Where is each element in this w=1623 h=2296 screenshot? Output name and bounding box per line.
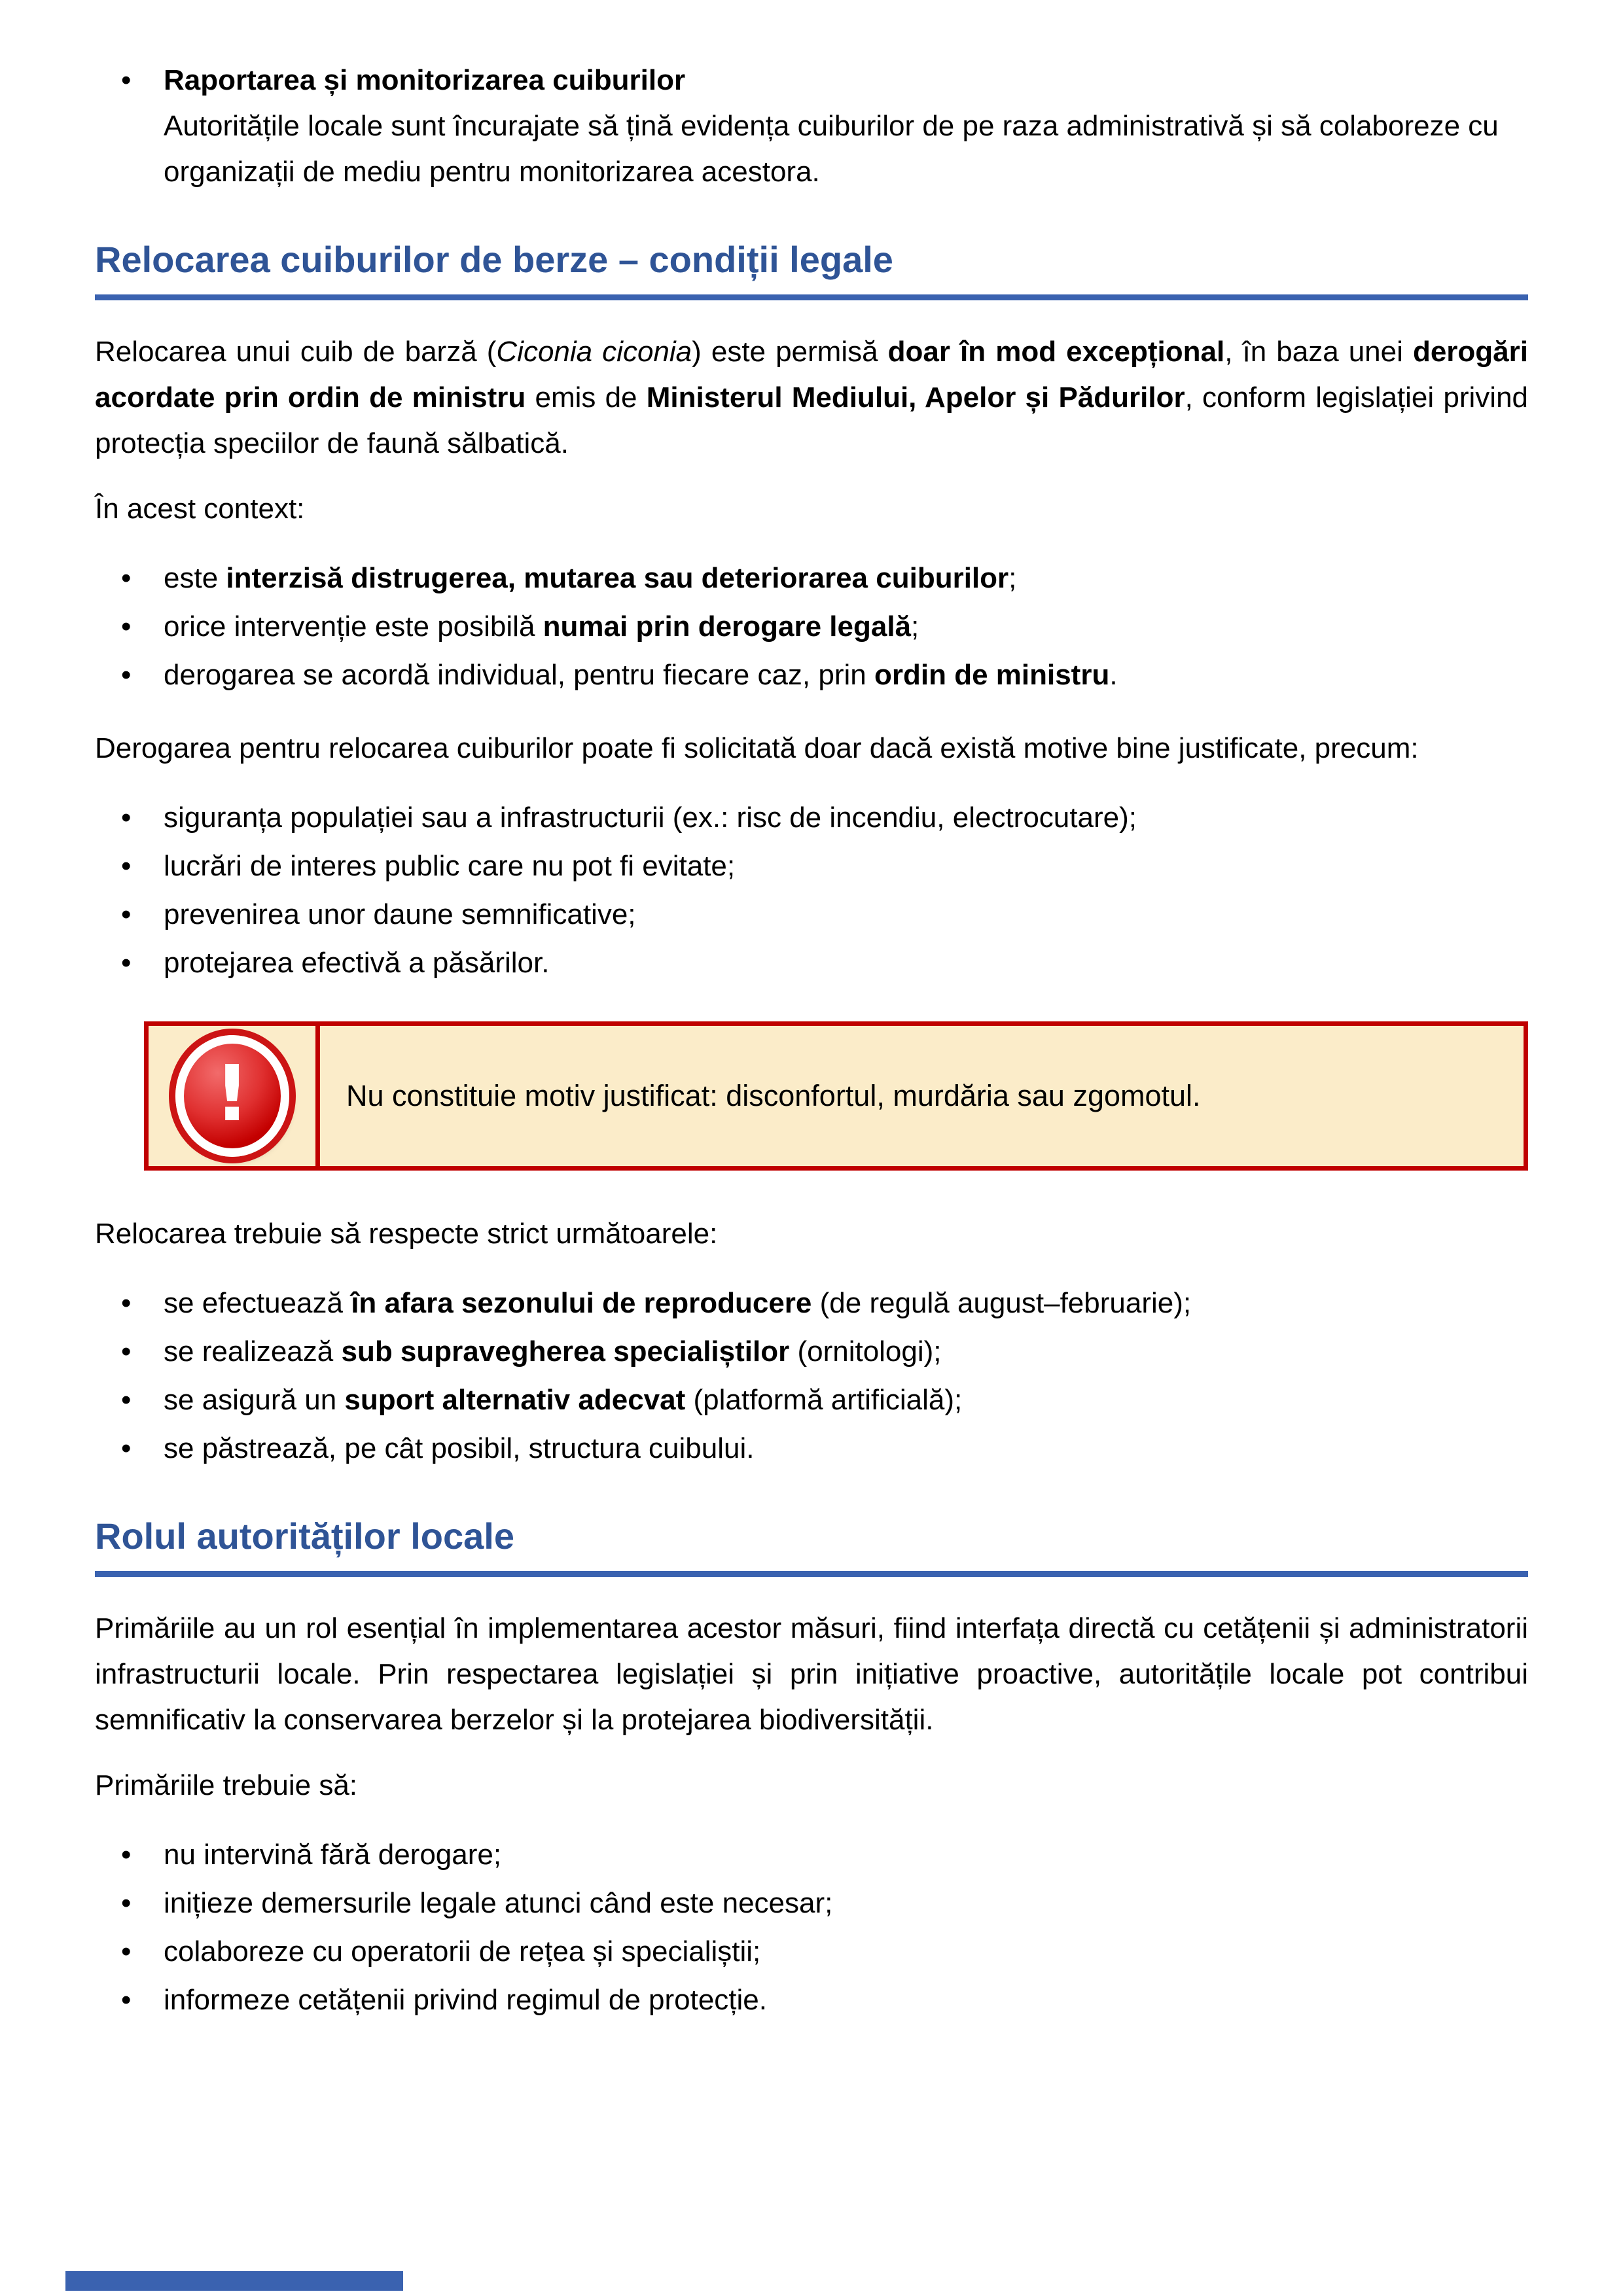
paragraph-context-label: În acest context: [95,493,305,525]
text-run: inițieze demersurile legale atunci când este necesar; [164,1887,833,1919]
list-item [121,1881,1528,1926]
text-run: . [1109,659,1118,691]
text-run: se păstrează, pe cât posibil, structura cuibului. [164,1432,755,1464]
warning-callout [144,1021,1528,1171]
text-run: Relocarea unui cuib de barză ( [95,336,497,368]
text-run: (ornitologi); [789,1335,942,1368]
context-bullet-list [95,556,1528,698]
paragraph-derogation: Derogarea pentru relocarea cuiburilor poate fi solicitată doar dacă există motive bine justificate, precum: [95,732,1419,764]
text-run: se efectuează [164,1287,351,1319]
bold-text: sub supravegherea specialiștilor [341,1335,790,1368]
bold-text: suport alternativ adecvat [344,1384,686,1416]
text-run: , în baza unei [1224,336,1413,368]
text-run: prevenirea unor daune semnificative; [164,898,636,930]
list-item-reporting [121,58,1528,195]
exclamation-glyph: ! [214,1048,250,1139]
section-heading-legal: Relocarea cuiburilor de berze – condiții legale [95,238,1528,300]
relocation-bullet-list [95,1280,1528,1472]
text-run: colaboreze cu operatorii de rețea și specialiștii; [164,1935,761,1968]
list-item [121,940,1528,986]
list-item [121,892,1528,938]
text-run: siguranța populației sau a infrastructurii (ex.: risc de incendiu, electrocutare); [164,802,1137,834]
text-run: informeze cetățenii privind regimul de protecție. [164,1984,768,2016]
list-item [121,843,1528,889]
italic-text: Ciconia ciconia [496,336,692,368]
list-item [121,556,1528,601]
text-run: ; [1008,562,1017,594]
warning-icon-cell [149,1026,320,1166]
bold-text: interzisă distrugerea, mutarea sau deteriorarea cuiburilor [226,562,1009,594]
text-run: este [164,562,226,594]
bold-text: doar în mod excepțional [887,336,1225,368]
bold-text: Ministerul Mediului, Apelor și Pădurilor [646,381,1185,414]
paragraph-legal-intro [95,329,1528,467]
paragraph-duties-label: Primăriile trebuie să: [95,1769,358,1801]
text-run: (platformă artificială); [685,1384,963,1416]
list-item [121,1280,1528,1326]
text-run: nu intervină fără derogare; [164,1839,502,1871]
text-run: derogarea se acordă individual, pentru fiecare caz, prin [164,659,874,691]
text-run: se realizează [164,1335,342,1368]
list-item [121,604,1528,650]
list-item [121,1929,1528,1975]
bold-text: în afara sezonului de reproducere [351,1287,812,1319]
duties-bullet-list [95,1832,1528,2023]
list-item [121,1426,1528,1472]
paragraph-role: Primăriile au un rol esențial în implementarea acestor măsuri, fiind interfața directă cu cetățenii și administratorii infrastructurii locale. Prin respectarea legislației și prin inițiative proactive, autoritățile locale pot contribui semnificativ la conservarea berzelor și la protejarea biodiversității. [95,1612,1528,1736]
text-run: lucrări de interes public care nu pot fi evitate; [164,850,736,882]
list-item [121,1329,1528,1375]
list-item [121,652,1528,698]
text-run: , conform legislației privind protecția speciilor de faună sălbatică. [95,381,1529,459]
text-run: orice intervenție este posibilă [164,610,543,643]
bold-text: ordin de ministru [874,659,1110,691]
footer-accent-bar [65,2271,403,2291]
list-item [121,1377,1528,1423]
reasons-bullet-list [95,795,1528,986]
text-run: protejarea efectivă a păsărilor. [164,947,550,979]
text-run: ) este permisă [692,336,888,368]
bold-text: derogări acordate prin ordin de ministru [95,336,1528,414]
list-item [121,1832,1528,1878]
text-run: se asigură un [164,1384,345,1416]
intro-bullet-list [95,58,1528,195]
warning-text: Nu constituie motiv justificat: disconfortul, murdăria sau zgomotul. [346,1079,1201,1112]
bullet-title: • Raportarea și monitorizarea cuiburilor [164,64,686,96]
text-run: emis de [526,381,647,414]
paragraph-relocation-label: Relocarea trebuie să respecte strict următoarele: [95,1218,718,1250]
list-item [121,1977,1528,2023]
bullet-body: Autoritățile locale sunt încurajate să țină evidența cuiburilor de pe raza administrativă și să colaboreze cu organizații de mediu pentru monitorizarea acestora. [164,110,1499,188]
alert-exclamation-icon [175,1035,289,1157]
text-run: ; [911,610,919,643]
list-item [121,795,1528,841]
text-run: (de regulă august–februarie); [812,1287,1192,1319]
bold-text: numai prin derogare legală [543,610,912,643]
section-heading-role: Rolul autorităților locale [95,1515,1528,1577]
